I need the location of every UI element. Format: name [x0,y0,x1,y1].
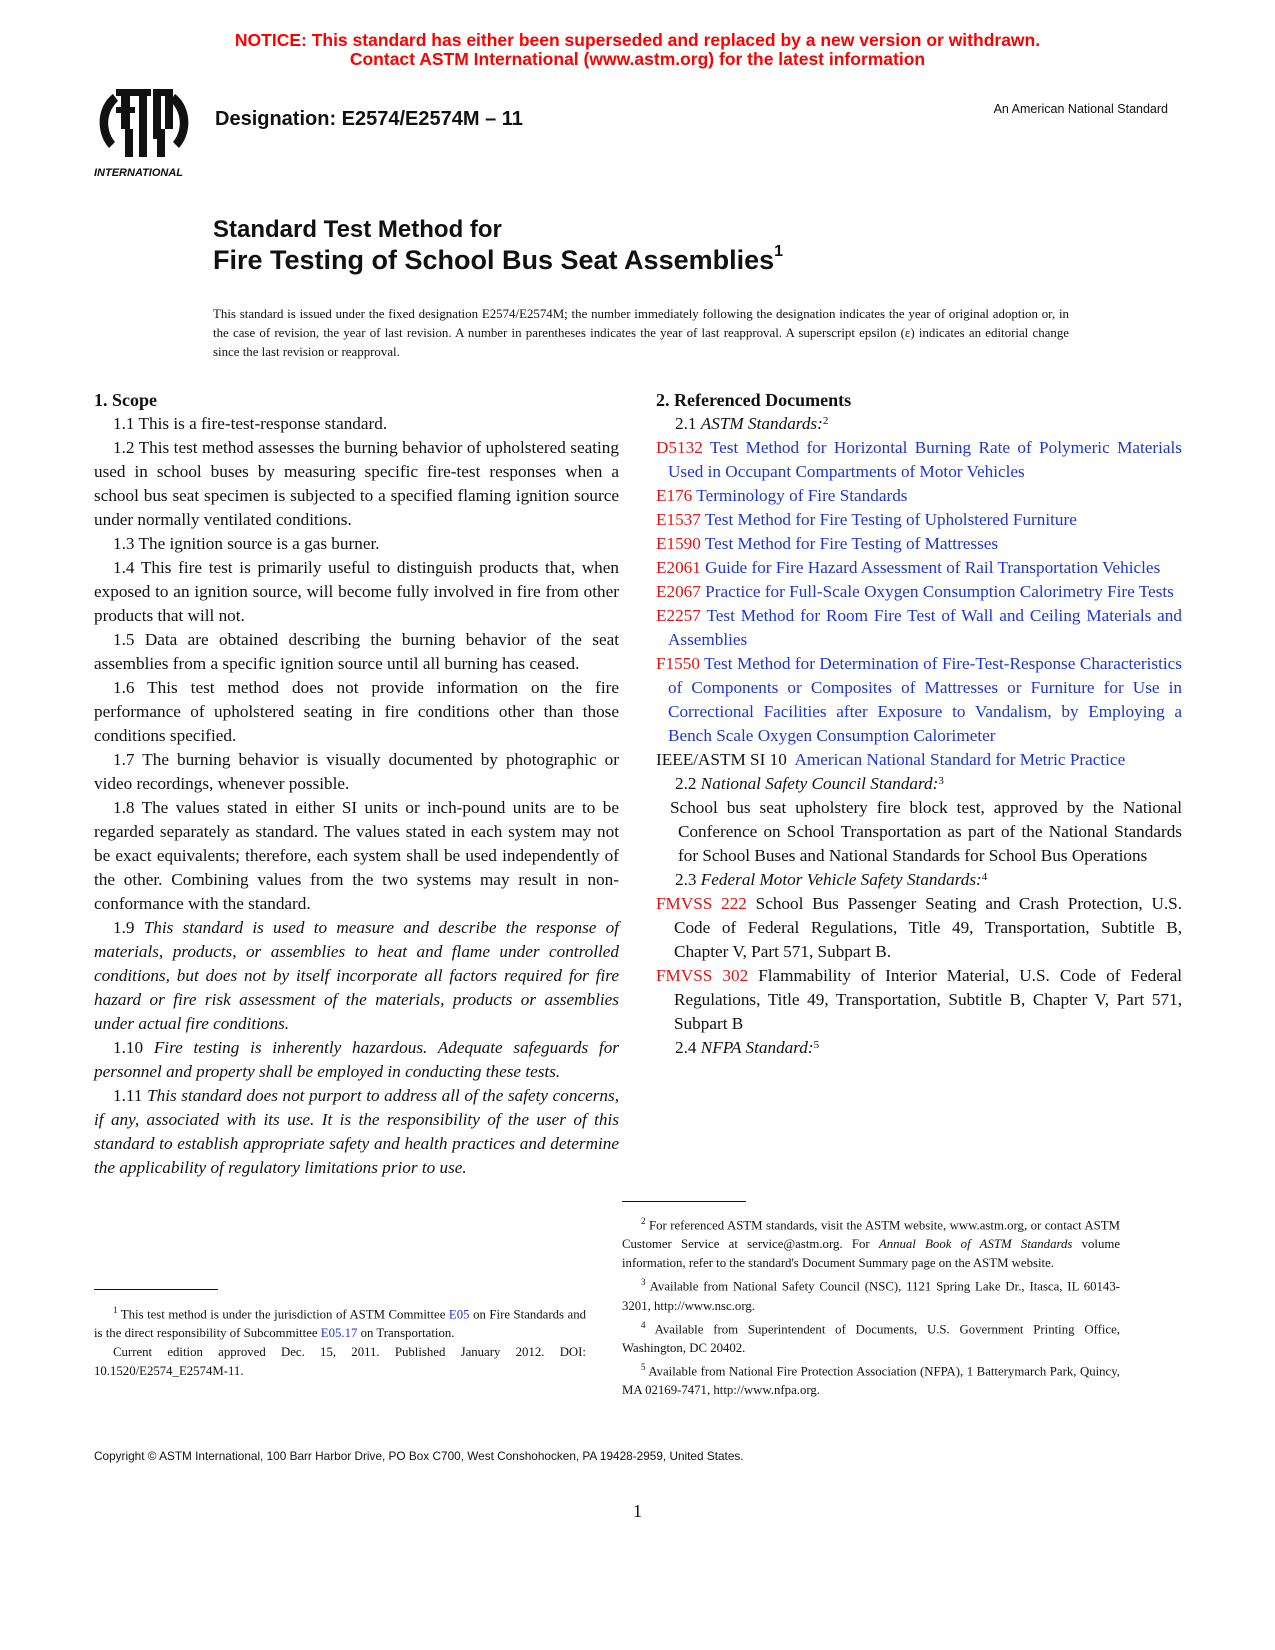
scope-item: 1.1 This is a fire-test-response standard. [113,414,388,433]
ieee-reference [656,748,1182,772]
title-line-2 [213,245,783,276]
left-column [94,388,619,1180]
reference-title-link[interactable]: Test Method for Fire Testing of Upholstered Furniture [704,510,1077,529]
footnote [622,1212,1120,1273]
section-number: 2.1 [675,414,697,433]
scope-item: 1.3 The ignition source is a gas burner. [113,534,380,553]
astm-reference [656,556,1182,580]
edition-note: Current edition approved Dec. 15, 2011. Published January 2012. DOI: 10.1520/E2574_E2574M-11. [94,1345,586,1379]
fmvss-code-link[interactable]: FMVSS 302 [656,966,749,985]
astm-reference [656,580,1182,604]
footnote [622,1358,1120,1400]
title-text: Fire Testing of School Bus Seat Assemblies [213,245,775,275]
scope-italic-items [94,916,619,1180]
reference-title-link[interactable]: Test Method for Determination of Fire-Test-Response Characteristics of Components or Composites of Mattresses or Furniture for Use in Correctional Facilities after Exposure to Vandalism, by Employing a Bench Scale Oxygen Consumption Calorimeter [668,654,1182,745]
scope-item-number: 1.9 [113,918,135,937]
subcommittee-link[interactable]: E05.17 [320,1326,358,1341]
footnotes-left [94,1301,586,1381]
fmvss-label [656,868,1182,892]
fmvss-title: School Bus Passenger Seating and Crash Protection, U.S. Code of Federal Regulations, Title 49, Transportation, Subtitle B, Chapter V, Part 571, Subpart B. [674,894,1183,961]
title-line-1: Standard Test Method for [213,216,502,243]
astm-reference [656,652,1182,748]
reference-title-link[interactable]: Test Method for Horizontal Burning Rate of Polymeric Materials Used in Occupant Compartments of Motor Vehicles [668,438,1182,481]
scope-item: 1.8 The values stated in either SI units or inch-pound units are to be regarded separately as standard. The values stated in each system may not be exact equivalents; therefore, each system shall be used independently of the other. Combining values from the two systems may result in non-conformance with the standard. [94,798,619,913]
reference-code-link[interactable]: E2067 [656,582,701,601]
scope-item-italic [94,916,619,1036]
fmvss-code-link[interactable]: FMVSS 222 [656,894,747,913]
reference-code-link[interactable]: E1537 [656,510,701,529]
footnote-text: Available from Superintendent of Documents, U.S. Government Printing Office, Washington, DC 20402. [622,1321,1120,1355]
footnote-1-marker: 1 [113,1305,118,1315]
footnote-1 [94,1301,586,1343]
footnote-marker: 5 [641,1361,646,1372]
scope-item: 1.7 The burning behavior is visually documented by photographic or video recordings, whenever possible. [94,750,619,793]
reference-title-link[interactable]: Guide for Fire Hazard Assessment of Rail Transportation Vehicles [705,558,1161,577]
nsc-title: National Safety Council Standard: [700,774,939,793]
title-footnote-marker[interactable]: 1 [774,243,784,260]
scope-heading: 1. Scope [94,390,157,410]
reference-code-link[interactable]: E1590 [656,534,701,553]
footnote-italic-text: Annual Book of ASTM Standards [878,1237,1073,1252]
scope-item: 1.5 Data are obtained describing the burning behavior of the seat assemblies from a specific ignition source until all burning has ceased. [94,630,619,673]
reference-code-link[interactable]: E2061 [656,558,701,577]
astm-reference [656,508,1182,532]
footnote-marker: 4 [641,1319,646,1330]
footnote-1-text-b: on Fire Standards and is the direct responsibility of Subcommittee [94,1307,587,1341]
astm-standards-title: ASTM Standards: [700,414,823,433]
footnote [622,1273,1120,1315]
fmvss-reference-list [656,892,1182,1036]
reference-code-link[interactable]: D5132 [656,438,703,457]
astm-logo [91,84,197,182]
ieee-code: IEEE/ASTM SI 10 [656,750,787,769]
scope-item: 1.4 This fire test is primarily useful to distinguish products that, when exposed to an ignition source, will become fully involved in fire from other products that will not. [94,558,619,625]
designation: Designation: E2574/E2574M – 11 [215,108,523,130]
astm-reference [656,532,1182,556]
section-number: 2.2 [675,774,697,793]
scope-item: 1.2 This test method assesses the burning behavior of upholstered seating used in school buses by measuring specific fire-test responses when a school bus seat specimen is subjected to a specified flaming ignition source under normally ventilated conditions. [94,438,619,529]
reference-code-link[interactable]: E2257 [656,606,701,625]
scope-item-number: 1.10 [113,1038,144,1057]
scope-item-text: This standard is used to measure and describe the response of materials, products, or assemblies to heat and flame under controlled conditions, but does not by itself incorporate all factors required for fire hazard or fire risk assessment of the materials, products or assemblies under actual fire conditions. [94,918,620,1033]
reference-title-link[interactable]: Test Method for Room Fire Test of Wall and Ceiling Materials and Assemblies [668,606,1182,649]
logo-text: INTERNATIONAL [94,167,184,179]
scope-item-text: Fire testing is inherently hazardous. Adequate safeguards for personnel and property shall be employed in conducting these tests. [94,1038,619,1081]
scope-item-text: This standard does not purport to address all of the safety concerns, if any, associated with its use. It is the responsibility of the user of this standard to establish appropriate safety and health practices and determine the applicability of regulatory limitations prior to use. [94,1086,619,1177]
reference-title-link[interactable]: Terminology of Fire Standards [696,486,908,505]
nsc-label [656,772,1182,796]
notice-line-1: NOTICE: This standard has either been superseded and replaced by a new version or withdrawn. [234,30,1041,50]
astm-reference [656,604,1182,652]
refdocs-heading: 2. Referenced Documents [656,390,852,410]
footnote-marker: 3 [938,775,944,787]
reference-title-link[interactable]: Practice for Full-Scale Oxygen Consumption Calorimetry Fire Tests [705,582,1174,601]
footnote-marker: 5 [813,1039,820,1051]
footnote-rule-right [622,1201,746,1202]
footnote [622,1316,1120,1358]
scope-item-italic [94,1036,619,1084]
issue-note: This standard is issued under the fixed designation E2574/E2574M; the number immediately following the designation indicates the year of original adoption or, in the case of revision, the year of last revision. A number in parentheses indicates the year of last reapproval. A superscript epsilon (ε) indicates an editorial change since the last revision or reapproval. [213,307,1069,359]
footnote-1-text-a: This test method is under the jurisdiction of ASTM Committee [120,1307,446,1322]
notice-line-2: Contact ASTM International (www.astm.org) for the latest information [349,49,926,69]
american-national-standard: An American National Standard [993,102,1168,116]
astm-reference [656,436,1182,484]
scope-items [94,412,619,916]
scope-item-italic [94,1084,619,1180]
ieee-title-link[interactable]: American National Standard for Metric Practice [794,750,1126,769]
reference-code-link[interactable]: E176 [656,486,693,505]
withdrawal-notice [0,31,1275,69]
section-number: 2.4 [675,1038,697,1057]
fmvss-reference [656,892,1182,964]
reference-code-link[interactable]: F1550 [656,654,700,673]
footnote-1-text-c: on Transportation. [360,1326,455,1341]
footnote-marker: 2 [641,1216,646,1226]
nfpa-title: NFPA Standard: [700,1038,814,1057]
footnotes-right [622,1212,1120,1400]
nfpa-label [656,1036,1182,1060]
scope-item: 1.6 This test method does not provide information on the fire performance of upholstered seating in fire conditions other than those conditions specified. [94,678,619,745]
fmvss-title: Federal Motor Vehicle Safety Standards: [700,870,982,889]
nsc-standard: School bus seat upholstery fire block test, approved by the National Conference on School Transportation as part of the National Standards for School Buses and National Standards for School Bus Operations [670,798,1182,865]
section-number: 2.3 [675,870,697,889]
footnote-marker: 2 [822,415,829,427]
committee-link[interactable]: E05 [448,1307,470,1322]
page-number: 1 [633,1501,642,1521]
footnote-text-end: volume information, refer to the standard's Document Summary page on the ASTM website. [622,1237,1121,1271]
astm-reference-list [656,436,1182,748]
astm-reference [656,484,1182,508]
copyright: Copyright © ASTM International, 100 Barr Harbor Drive, PO Box C700, West Conshohocken, PA 19428-2959, United States. [94,1449,744,1463]
fmvss-reference [656,964,1182,1036]
footnote-marker: 3 [641,1277,646,1288]
footnote-text: Available from National Safety Council (NSC), 1121 Spring Lake Dr., Itasca, IL 60143-3201, http://www.nsc.org. [622,1279,1120,1313]
footnote-marker: 4 [981,871,988,883]
right-column [656,388,1182,1060]
astm-standards-label [656,412,1182,436]
footnote-rule-left [94,1289,218,1290]
fmvss-title: Flammability of Interior Material, U.S. Code of Federal Regulations, Title 49, Transportation, Subtitle B, Chapter V, Part 571, Subpart B [674,966,1183,1033]
astm-international-logo-icon [91,84,197,182]
footnote-text: For referenced ASTM standards, visit the ASTM website, www.astm.org, or contact ASTM Customer Service at service@astm.org. For [622,1218,1120,1252]
scope-item-number: 1.11 [113,1086,143,1105]
footnote-text: Available from National Fire Protection Association (NFPA), 1 Batterymarch Park, Quincy, MA 02169-7471, http://www.nfpa.org. [622,1364,1121,1398]
reference-title-link[interactable]: Test Method for Fire Testing of Mattresses [704,534,999,553]
